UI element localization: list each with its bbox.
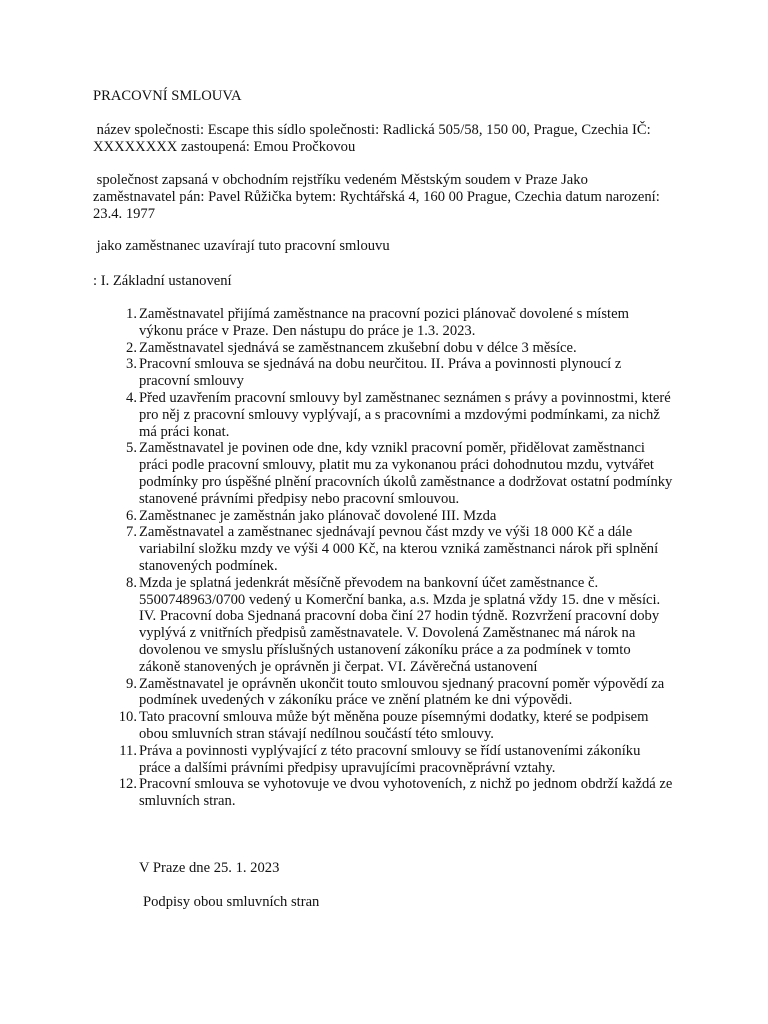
clause-item: [93, 575, 673, 676]
clause-text: Tato pracovní smlouva může být měněna pouze písemnými dodatky, které se podpisem obou smluvních stran stávají nedílnou součástí této smlouvy.: [139, 709, 649, 742]
intro-statement: jako zaměstnanec uzavírají tuto pracovní smlouvu: [93, 238, 390, 254]
clause-text: Zaměstnanec je zaměstnán jako plánovač dovolené III. Mzda: [139, 507, 497, 524]
clause-item: [93, 776, 673, 810]
clause-item: [93, 440, 673, 507]
clause-number: 9.: [126, 675, 137, 692]
document-title: PRACOVNÍ SMLOUVA: [93, 88, 242, 104]
clause-number: 2.: [126, 339, 137, 356]
signatures-line: Podpisy obou smluvních stran: [143, 894, 320, 910]
clause-number: 1.: [126, 306, 137, 322]
clause-item: [93, 390, 673, 440]
clause-number: 4.: [126, 389, 137, 406]
clause-item: [93, 524, 673, 574]
clause-text: Zaměstnavatel a zaměstnanec sjednávají pevnou část mzdy ve výši 18 000 Kč a dále variabilní složku mzdy ve výši 4 000 Kč, na kterou vzniká zaměstnanci nárok při splnění stanovených podmínek.: [139, 524, 659, 574]
clause-number: 11.: [119, 742, 137, 759]
clause-text: Zaměstnavatel je povinen ode dne, kdy vznikl pracovní poměr, přidělovat zaměstnanci práci podle pracovní smlouvy, platit mu za vykonanou práci dohodnutou mzdu, vytvářet podmínky pro úspěšné plnění pracovních úkolů zaměstnance a dodržovat ostatní podmínky stanovené právními předpisy nebo pracovní smlouvou.: [139, 440, 673, 507]
clause-number: 3.: [126, 356, 137, 373]
clause-text: Mzda je splatná jedenkrát měsíčně převodem na bankovní účet zaměstnance č. 5500748963/0700 vedený u Komerční banka, a.s. Mzda je splatná vždy 15. dne v měsíci. IV. Pracovní doba Sjednaná pracovní doba činí 27 hodin týdně. Rozvržení pracovní doby vyplývá z vnitřních předpisů zaměstnavatele. V. Dovolená Zaměstnanec má nárok na dovolenou ve smyslu příslušných ustanovení zákoníku práce a za podmínek v tomto zákoně stanovených je oprávněn ji čerpat. VI. Závěrečná ustanovení: [139, 574, 661, 675]
clause-number: 6.: [126, 507, 137, 524]
clause-number: 7.: [126, 524, 137, 541]
clause-item: [93, 676, 673, 710]
company-details: název společnosti: Escape this sídlo společnosti: Radlická 505/58, 150 00, Prague, Czechia IČ: XXXXXXXX zastoupená: Emou Pročkovou: [93, 122, 655, 155]
clause-number: 10.: [118, 709, 137, 726]
clause-text: Pracovní smlouva se vyhotovuje ve dvou vyhotoveních, z nichž po jednom obdrží každá ze smluvních stran.: [139, 776, 673, 810]
clause-number: 8.: [126, 574, 137, 591]
clause-text: Práva a povinnosti vyplývající z této pracovní smlouvy se řídí ustanoveními zákoníku práce a dalšími právními předpisy upravujícími pracovněprávní vztahy.: [139, 742, 641, 776]
clause-number: 5.: [126, 440, 137, 457]
clause-text: Zaměstnavatel je oprávněn ukončit touto smlouvou sjednaný pracovní poměr výpovědí za podmínek uvedených v zákoníku práce ve znění platném ke dni výpovědi.: [139, 675, 665, 709]
clause-number: 12.: [118, 776, 137, 793]
clause-item: [93, 306, 673, 340]
clause-item: [93, 709, 673, 743]
clause-item: [93, 340, 673, 357]
clause-item: [93, 508, 673, 525]
clause-list: [93, 306, 673, 810]
clause-item: [93, 743, 673, 777]
signing-date: V Praze dne 25. 1. 2023: [139, 860, 280, 876]
employee-details: společnost zapsaná v obchodním rejstříku vedeném Městským soudem v Praze Jako zaměstnavatel pán: Pavel Růžička bytem: Rychtářská 4, 160 00 Prague, Czechia datum narození: 23.4. 1977: [93, 172, 664, 222]
clause-text: Zaměstnavatel přijímá zaměstnance na pracovní pozici plánovač dovolené s místem výkonu práce v Praze. Den nástupu do práce je 1.3. 2023.: [139, 306, 629, 339]
clause-text: Před uzavřením pracovní smlouvy byl zaměstnanec seznámen s právy a povinnostmi, které pro něj z pracovní smlouvy vyplývají, a s pracovními a mzdovými podmínkami, za nichž má práci konat.: [139, 389, 671, 440]
clause-text: Pracovní smlouva se sjednává na dobu neurčitou. II. Práva a povinnosti plynoucí z pracovní smlouvy: [139, 356, 622, 390]
clause-text: Zaměstnavatel sjednává se zaměstnancem zkušební dobu v délce 3 měsíce.: [139, 339, 577, 356]
section-heading: : I. Základní ustanovení: [93, 273, 232, 289]
clause-item: [93, 356, 673, 390]
